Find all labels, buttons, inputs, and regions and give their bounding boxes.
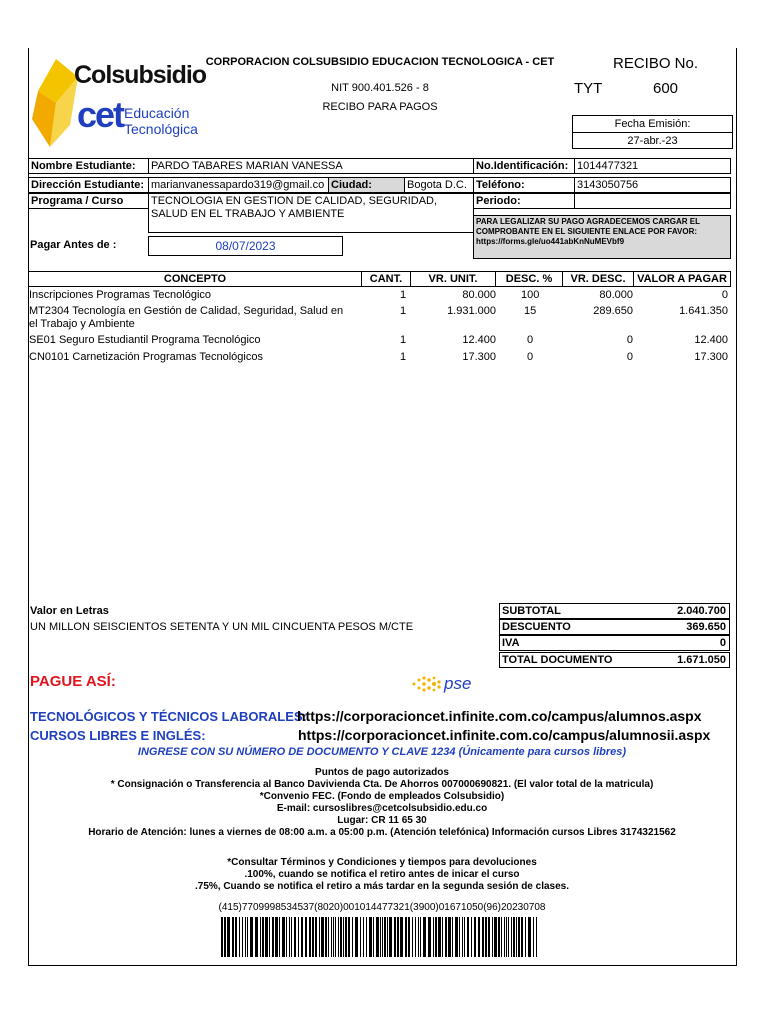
row-disc-pct: 0 bbox=[527, 351, 534, 363]
logo-brand: Colsubsidio bbox=[74, 61, 207, 89]
program-line-2: SALUD EN EL TRABAJO Y AMBIENTE bbox=[151, 208, 345, 220]
logo-subtitle-2: Tecnológica bbox=[124, 121, 198, 137]
courses-link[interactable]: https://corporacioncet.infinite.com.co/campus/alumnosii.aspx bbox=[298, 727, 711, 743]
terms-line-1: *Consultar Términos y Condiciones y tiempos para devoluciones bbox=[227, 857, 537, 868]
barcode-icon bbox=[221, 917, 539, 957]
student-name: PARDO TABARES MARIAN VANESSA bbox=[148, 158, 474, 174]
tech-link[interactable]: https://corporacioncet.infinite.com.co/campus/alumnos.aspx bbox=[297, 708, 702, 724]
legalize-link[interactable]: https://forms.gle/uo441abKnNuMEVbf9 bbox=[476, 237, 625, 246]
table-row bbox=[28, 289, 736, 303]
row-disc-pct: 100 bbox=[521, 289, 540, 301]
logo-diamond-icon bbox=[30, 55, 80, 150]
iva-label: IVA bbox=[502, 637, 520, 649]
address-label: Dirección Estudiante: bbox=[28, 177, 149, 193]
row-qty: 1 bbox=[400, 289, 407, 301]
pse-dots-icon bbox=[410, 674, 444, 694]
pay-before-date: 08/07/2023 bbox=[148, 236, 343, 256]
student-address: marianvanessapardo319@gmail.co bbox=[148, 177, 329, 193]
subtotal-row bbox=[499, 603, 730, 619]
logo bbox=[30, 55, 207, 150]
subtotal-label: SUBTOTAL bbox=[502, 605, 561, 617]
row-concept: CN0101 Carnetización Programas Tecnológicos bbox=[29, 351, 263, 363]
barcode bbox=[221, 917, 539, 957]
legalize-note-1: PARA LEGALIZAR SU PAGO AGRADECEMOS CARGAR EL bbox=[476, 217, 701, 226]
institution-name: CORPORACION COLSUBSIDIO EDUCACION TECNOLOGICA - CET bbox=[205, 56, 555, 68]
legalize-note bbox=[473, 215, 731, 259]
period-label: Periodo: bbox=[473, 193, 575, 209]
row-disc-pct: 0 bbox=[527, 334, 534, 346]
courses-label: CURSOS LIBRES E INGLÉS: bbox=[30, 728, 206, 743]
row-unit: 12.400 bbox=[462, 334, 496, 346]
info-line-3: *Convenio FEC. (Fondo de empleados Colsubsidio) bbox=[259, 791, 505, 802]
row-concept: MT2304 Tecnología en Gestión de Calidad, Seguridad, Salud en bbox=[29, 305, 344, 317]
info-line-1: Puntos de pago autorizados bbox=[315, 767, 449, 778]
row-qty: 1 bbox=[400, 334, 407, 346]
issue-date-box bbox=[572, 115, 733, 149]
discount-label: DESCUENTO bbox=[502, 621, 571, 633]
row-qty: 1 bbox=[400, 351, 407, 363]
legalize-note-2: COMPROBANTE EN EL SIGUIENTE ENLACE POR FAVOR: bbox=[476, 227, 698, 236]
logo-subtitle-1: Educación bbox=[124, 105, 190, 121]
doc-type: RECIBO PARA PAGOS bbox=[322, 101, 438, 113]
id-label: No.Identificación: bbox=[473, 158, 575, 174]
discount-row bbox=[499, 619, 730, 635]
program-box bbox=[148, 193, 474, 233]
issue-date-label: Fecha Emisión: bbox=[573, 118, 732, 133]
info-line-4: E-mail: cursoslibres@cetcolsubsidio.edu.co bbox=[276, 803, 488, 814]
row-total: 12.400 bbox=[694, 334, 728, 346]
info-line-5: Lugar: CR 11 65 30 bbox=[337, 815, 427, 826]
program-line-1: TECNOLOGIA EN GESTION DE CALIDAD, SEGURIDAD, bbox=[151, 195, 438, 207]
info-line-2: * Consignación o Transferencia al Banco Davivienda Cta. De Ahorros 007000690821. (El valor total de la matricula) bbox=[110, 779, 654, 790]
total-label: TOTAL DOCUMENTO bbox=[502, 654, 613, 666]
student-id: 1014477321 bbox=[574, 158, 731, 174]
tech-label: TECNOLÓGICOS Y TÉCNICOS LABORALES: bbox=[30, 709, 307, 724]
col-cant: CANT. bbox=[361, 271, 411, 287]
row-disc: 0 bbox=[626, 351, 633, 363]
row-disc: 0 bbox=[626, 334, 633, 346]
pse-logo bbox=[410, 674, 500, 696]
iva-value: 0 bbox=[719, 637, 726, 649]
barcode-text: (415)7709998534537(8020)001014477321(3900)01671050(96)20230708 bbox=[218, 902, 546, 913]
program-label: Programa / Curso bbox=[28, 193, 149, 209]
row-unit: 1.931.000 bbox=[447, 305, 496, 317]
receipt-label: RECIBO No. bbox=[613, 55, 699, 72]
student-phone: 3143050756 bbox=[574, 177, 731, 193]
row-qty: 1 bbox=[400, 305, 407, 317]
row-total: 0 bbox=[721, 289, 728, 301]
table-row bbox=[28, 334, 736, 348]
receipt-number: 600 bbox=[653, 80, 679, 97]
col-vr-desc: VR. DESC. bbox=[562, 271, 634, 287]
terms-line-3: .75%, Cuando se notifica el retiro a más tardar en la segunda sesión de clases. bbox=[194, 881, 570, 892]
row-total: 17.300 bbox=[694, 351, 728, 363]
row-total: 1.641.350 bbox=[679, 305, 728, 317]
table-row bbox=[28, 305, 736, 333]
total-value: 1.671.050 bbox=[677, 654, 726, 666]
table-row bbox=[28, 351, 736, 365]
row-disc-pct: 15 bbox=[524, 305, 537, 317]
nit: NIT 900.401.526 - 8 bbox=[331, 82, 429, 94]
pse-text: pse bbox=[444, 674, 472, 693]
student-city: Bogota D.C. bbox=[404, 177, 474, 193]
phone-label: Teléfono: bbox=[473, 177, 575, 193]
col-valor-pagar: VALOR A PAGAR bbox=[633, 271, 731, 287]
login-note: INGRESE CON SU NÚMERO DE DOCUMENTO Y CLAVE 1234 (Únicamente para cursos libres) bbox=[137, 746, 627, 758]
row-disc: 289.650 bbox=[593, 305, 633, 317]
iva-row bbox=[499, 635, 730, 651]
row-concept: Inscripciones Programas Tecnológico bbox=[29, 289, 211, 301]
city-label: Ciudad: bbox=[328, 177, 405, 193]
pay-before-label: Pagar Antes de : bbox=[30, 239, 117, 251]
row-concept-2: el Trabajo y Ambiente bbox=[29, 318, 135, 330]
pay-title: PAGUE ASÍ: bbox=[30, 673, 116, 690]
col-desc-pct: DESC. % bbox=[495, 271, 563, 287]
words-label: Valor en Letras bbox=[30, 605, 109, 617]
logo-cet: cet bbox=[77, 94, 124, 135]
receipt-prefix: TYT bbox=[574, 80, 603, 97]
words-value: UN MILLON SEISCIENTOS SETENTA Y UN MIL CINCUENTA PESOS M/CTE bbox=[30, 621, 414, 633]
row-unit: 80.000 bbox=[462, 289, 496, 301]
issue-date: 27-abr.-23 bbox=[627, 135, 678, 147]
subtotal-value: 2.040.700 bbox=[677, 605, 726, 617]
discount-value: 369.650 bbox=[686, 621, 726, 633]
name-label: Nombre Estudiante: bbox=[28, 158, 149, 174]
terms-line-2: .100%, cuando se notifica el retiro antes de inicar el curso bbox=[244, 869, 520, 880]
row-unit: 17.300 bbox=[462, 351, 496, 363]
col-concepto: CONCEPTO bbox=[28, 271, 362, 287]
row-disc: 80.000 bbox=[599, 289, 633, 301]
student-period bbox=[574, 193, 731, 209]
row-concept: SE01 Seguro Estudiantil Programa Tecnológico bbox=[29, 334, 261, 346]
col-vr-unit: VR. UNIT. bbox=[410, 271, 496, 287]
total-row bbox=[499, 652, 730, 668]
info-line-6: Horario de Atención: lunes a viernes de 08:00 a.m. a 05:00 p.m. (Atención telefónica) Información cursos Libres 3174321562 bbox=[88, 827, 676, 838]
